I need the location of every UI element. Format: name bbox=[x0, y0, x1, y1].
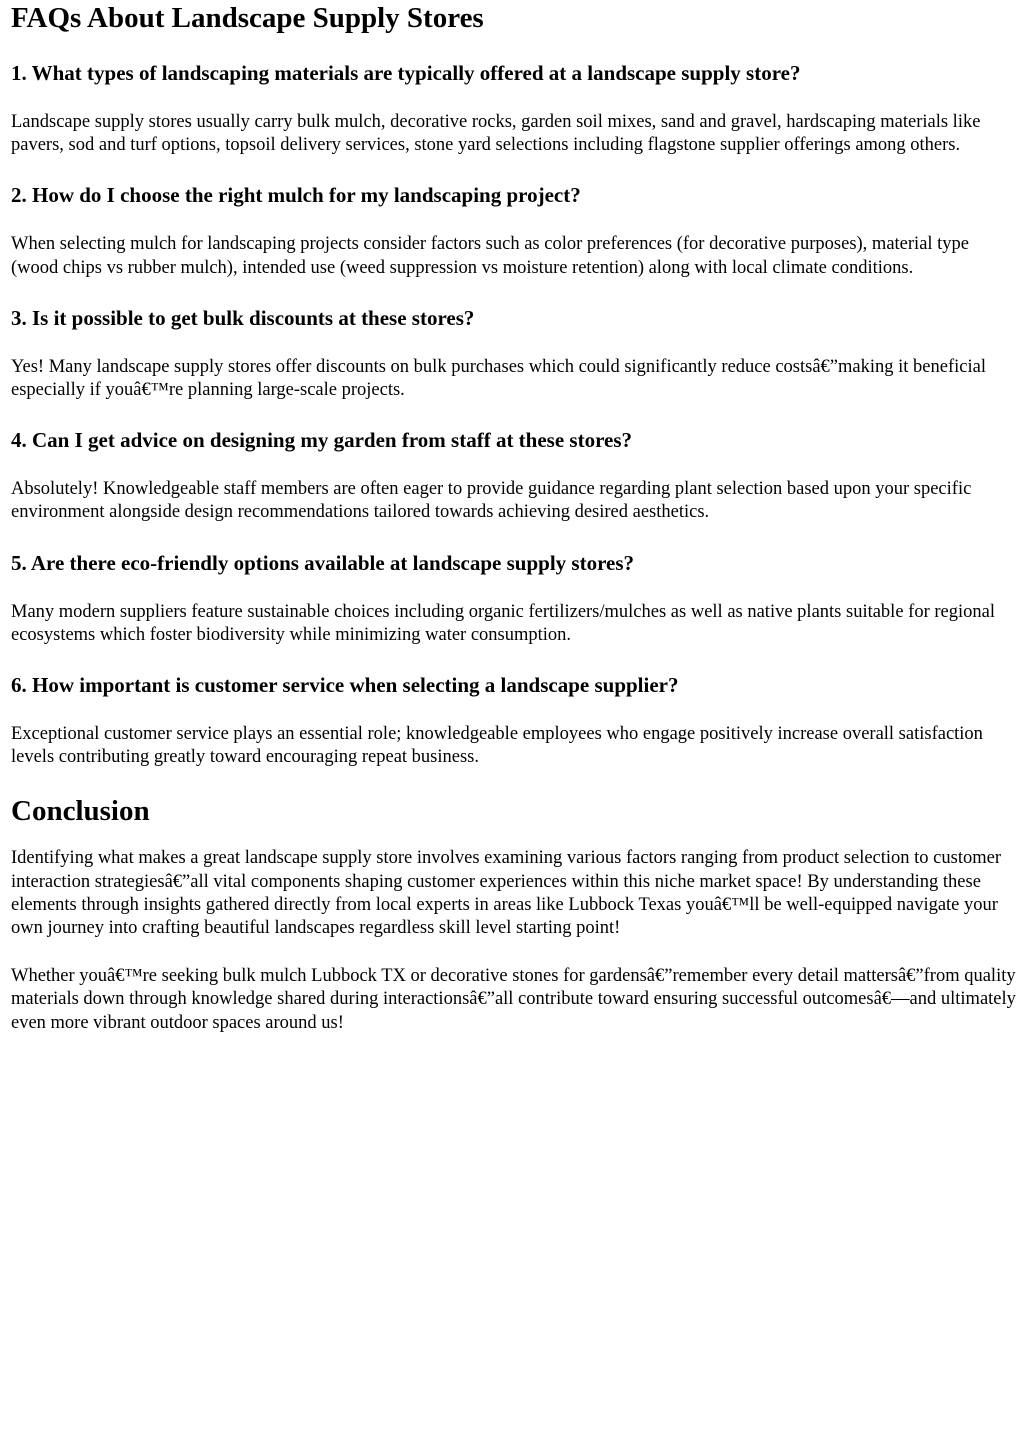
faq-answer: When selecting mulch for landscaping projects consider factors such as color preferences (for decorative purposes), material type (wood chips vs rubber mulch), intended use (weed suppression vs moisture retention) along with local climate conditions. bbox=[11, 234, 970, 278]
conclusion-paragraph-1: Identifying what makes a great landscape supply store involves examining various factors ranging from product selection to customer interaction strategiesâ€”all vital components shaping customer experiences within this niche market space! By understanding these elements through insights gathered directly from local experts in areas like Lubbock Texas youâ€™ll be well-equipped navigate your own journey into crafting beautiful landscapes regardless skill level starting point! bbox=[11, 848, 1001, 939]
faq-item-2 bbox=[11, 183, 1016, 279]
faq-item-6 bbox=[11, 673, 1016, 769]
faq-title: FAQs About Landscape Supply Stores bbox=[11, 2, 484, 34]
faq-answer: Many modern suppliers feature sustainable choices including organic fertilizers/mulches as well as native plants suitable for regional ecosystems which foster biodiversity while minimizing water consumption. bbox=[11, 601, 995, 645]
faq-item-1 bbox=[11, 61, 1016, 157]
faq-question: 6. How important is customer service when selecting a landscape supplier? bbox=[11, 673, 679, 698]
faq-answer: Exceptional customer service plays an essential role; knowledgeable employees who engage positively increase overall satisfaction levels contributing greatly toward encouraging repeat business. bbox=[11, 724, 983, 768]
faq-question: 2. How do I choose the right mulch for my landscaping project? bbox=[11, 183, 581, 208]
faq-item-4 bbox=[11, 428, 1016, 524]
faq-question: 5. Are there eco-friendly options available at landscape supply stores? bbox=[11, 550, 635, 575]
faq-question: 4. Can I get advice on designing my garden from staff at these stores? bbox=[11, 428, 633, 453]
faq-question: 1. What types of landscaping materials are typically offered at a landscape supply store? bbox=[11, 61, 801, 85]
faq-item-3 bbox=[11, 306, 1016, 402]
faq-item-5 bbox=[11, 551, 1016, 647]
faq-answer: Yes! Many landscape supply stores offer discounts on bulk purchases which could significantly reduce costsâ€”making it beneficial especially if youâ€™re planning large-scale projects. bbox=[11, 356, 986, 401]
faq-question: 3. Is it possible to get bulk discounts at these stores? bbox=[11, 305, 475, 330]
faq-list bbox=[11, 61, 1016, 769]
faq-answer: Landscape supply stores usually carry bulk mulch, decorative rocks, garden soil mixes, sand and gravel, hardscaping materials like pavers, sod and turf options, topsoil delivery services, stone yard selections including flagstone supplier offerings among others. bbox=[11, 112, 981, 156]
conclusion-paragraph-2: Whether youâ€™re seeking bulk mulch Lubbock TX or decorative stones for gardensâ€”remember every detail mattersâ€”from quality materials down through knowledge shared during interactionsâ€”all contribute toward ensuring successful outcomesâ€—and ultimately even more vibrant outdoor spaces around us! bbox=[11, 966, 1016, 1033]
faq-answer: Absolutely! Knowledgeable staff members are often eager to provide guidance regarding plant selection based upon your specific environment alongside design recommendations tailored towards achieving desired aesthetics. bbox=[11, 479, 972, 523]
conclusion-title: Conclusion bbox=[11, 795, 150, 828]
